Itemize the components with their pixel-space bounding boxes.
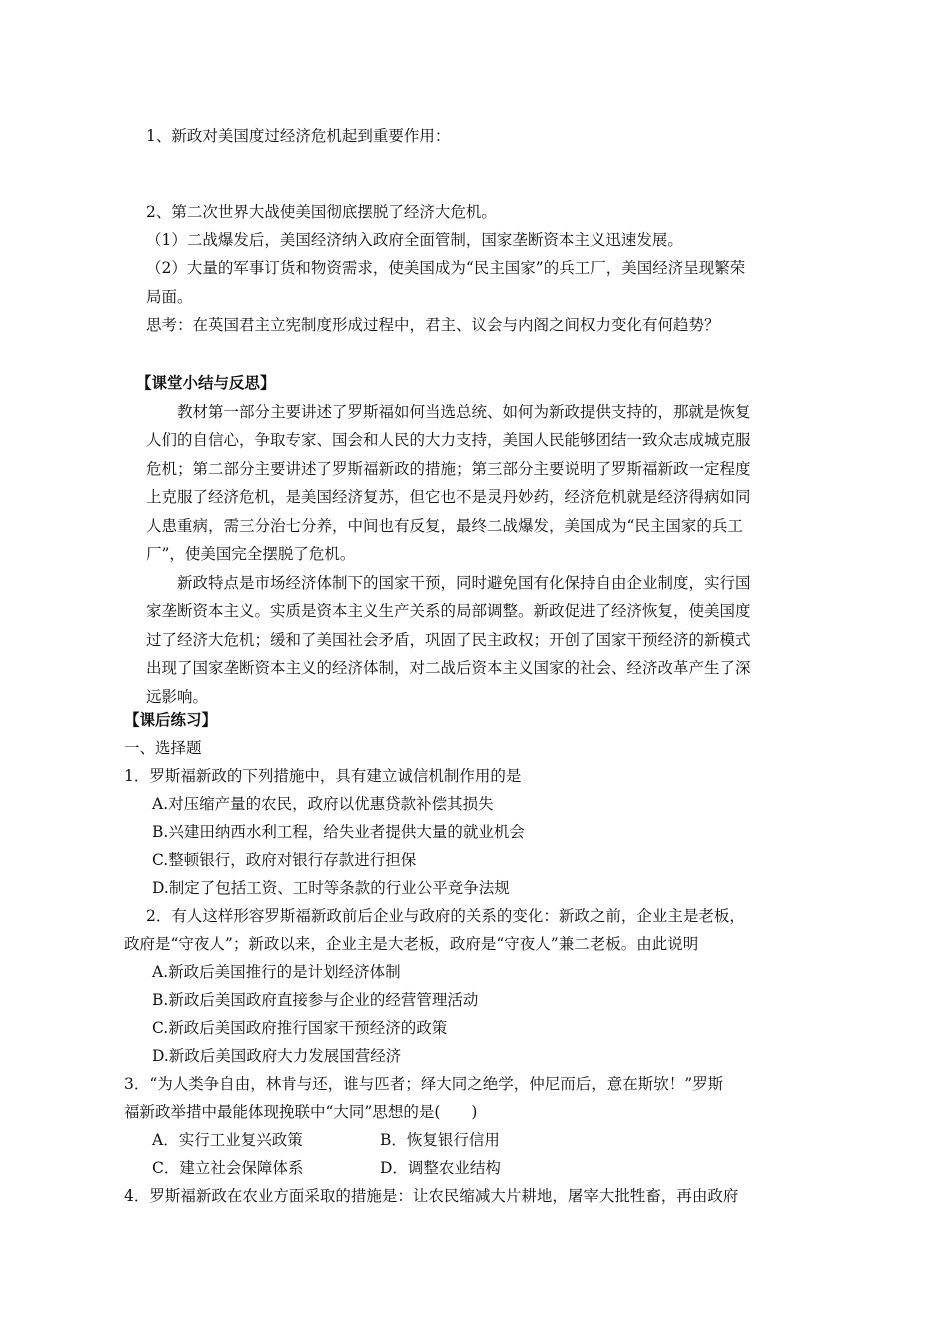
- item-2-sub-1: （1）二战爆发后，美国经济纳入政府全面管制，国家垄断资本主义迅速发展。: [146, 231, 683, 249]
- summary-para-2-line: 新政特点是市场经济体制下的国家干预，同时避免国有化保持自由企业制度，实行国: [177, 574, 751, 592]
- question-1-option: C.整顿银行，政府对银行存款进行担保: [152, 851, 417, 869]
- question-4-stem-line-1: 4．罗斯福新政在农业方面采取的措施是：让农民缩减大片耕地，屠宰大批牲畜，再由政府: [124, 1187, 739, 1205]
- summary-heading: 【课堂小结与反思】: [136, 374, 276, 392]
- question-2-option: D.新政后美国政府大力发展国营经济: [152, 1047, 402, 1065]
- question-1-option: B.兴建田纳西水利工程，给失业者提供大量的就业机会: [152, 823, 525, 841]
- question-3-option: B．恢复银行信用: [380, 1131, 500, 1149]
- question-2-stem-line-1: 2．有人这样形容罗斯福新政前后企业与政府的关系的变化：新政之前，企业主是老板，: [146, 907, 745, 925]
- question-3-stem-line-1: 3．“为人类争自由，林肯与还，谁与匹者；绎大同之绝学，仲尼而后，意在斯欤！”罗斯: [124, 1075, 724, 1093]
- summary-para-1-line: 教材第一部分主要讲述了罗斯福如何当选总统、如何为新政提供支持的，那就是恢复: [177, 403, 751, 421]
- section-title-choice: 一、选择题: [124, 739, 202, 757]
- question-1-option: D.制定了包括工资、工时等条款的行业公平竞争法规: [152, 879, 510, 897]
- question-2-option: B.新政后美国政府直接参与企业的经营管理活动: [152, 991, 479, 1009]
- summary-para-2-line: 远影响。: [146, 688, 209, 706]
- summary-para-1-line: 上克服了经济危机，是美国经济复苏，但它也不是灵丹妙药，经济危机就是经济得病如同: [146, 488, 751, 506]
- question-2-option: C.新政后美国政府推行国家干预经济的政策: [152, 1019, 448, 1037]
- item-2: 2、第二次世界大战使美国彻底摆脱了经济大危机。: [146, 203, 497, 221]
- item-2-sub-2-line-2: 局面。: [146, 288, 193, 306]
- question-1-stem: 1．罗斯福新政的下列措施中，具有建立诚信机制作用的是: [124, 767, 522, 785]
- summary-para-1-line: 人们的自信心，争取专家、国会和人民的大力支持，美国人民能够团结一致众志成城克服: [146, 431, 751, 449]
- question-1-option: A.对压缩产量的农民，政府以优惠贷款补偿其损失: [152, 795, 494, 813]
- summary-para-1-line: 危机；第二部分主要讲述了罗斯福新政的措施；第三部分主要说明了罗斯福新政一定程度: [146, 460, 751, 478]
- question-2-option: A.新政后美国推行的是计划经济体制: [152, 963, 401, 981]
- item-2-sub-2-line-1: （2）大量的军事订货和物资需求，使美国成为“民主国家”的兵工厂，美国经济呈现繁荣: [146, 259, 746, 277]
- exercises-heading: 【课后练习】: [124, 711, 218, 729]
- summary-para-2-line: 过了经济大危机；缓和了美国社会矛盾，巩固了民主政权；开创了国家干预经济的新模式: [146, 631, 751, 649]
- question-3-option: D．调整农业结构: [380, 1159, 501, 1177]
- thinking-question: 思考：在英国君主立宪制度形成过程中，君主、议会与内阁之间权力变化有何趋势？: [146, 316, 720, 334]
- item-1: 1、新政对美国度过经济危机起到重要作用：: [146, 127, 451, 145]
- question-2-stem-line-2: 政府是“守夜人”；新政以来，企业主是大老板，政府是“守夜人”兼二老板。由此说明: [124, 935, 699, 953]
- question-3-option: A．实行工业复兴政策: [152, 1131, 303, 1149]
- question-3-stem-line-2: 福新政举措中最能体现挽联中“大同”思想的是( ): [124, 1103, 478, 1121]
- summary-para-1-line: 厂”，使美国完全摆脱了危机。: [146, 545, 356, 563]
- summary-para-2-line: 家垄断资本主义。实质是资本主义生产关系的局部调整。新政促进了经济恢复，使美国度: [146, 602, 751, 620]
- summary-para-2-line: 出现了国家垄断资本主义的经济体制，对二战后资本主义国家的社会、经济改革产生了深: [146, 659, 751, 677]
- question-3-option: C．建立社会保障体系: [152, 1159, 304, 1177]
- summary-para-1-line: 人患重病，需三分治七分养，中间也有反复，最终二战爆发，美国成为“民主国家的兵工: [146, 517, 743, 535]
